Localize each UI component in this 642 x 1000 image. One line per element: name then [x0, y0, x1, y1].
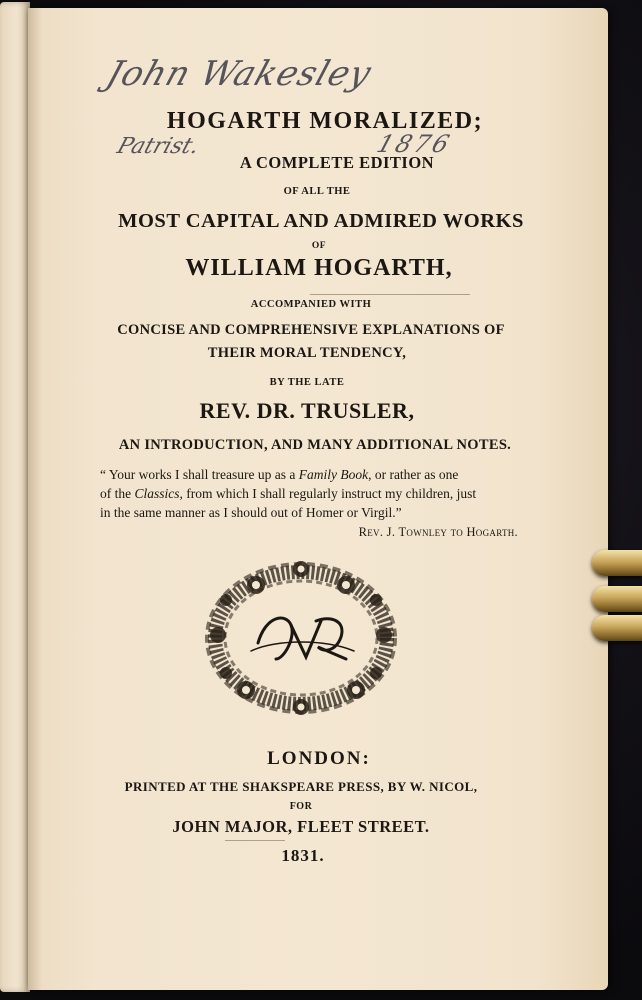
- imprint-city: LONDON:: [267, 748, 371, 769]
- floral-wreath-emblem: [196, 555, 406, 720]
- epigraph-quote: [100, 465, 520, 522]
- signature-year: 1876: [373, 130, 456, 158]
- imprint-for: FOR: [289, 801, 313, 812]
- imprint-publisher: JOHN MAJOR, FLEET STREET.: [172, 817, 430, 836]
- artist-name: WILLIAM HOGARTH,: [185, 255, 453, 281]
- imprint-printer: PRINTED AT THE SHAKSPEARE PRESS, BY W. NICOL,: [124, 779, 478, 794]
- publisher-underline: [225, 840, 285, 841]
- by-the-late-line: BY THE LATE: [269, 377, 345, 388]
- author-name: REV. DR. TRUSLER,: [199, 398, 415, 423]
- quote-line-2: of the Classics, from which I shall regularly instruct my children, just: [100, 486, 477, 501]
- owner-signature: John Wakesley: [101, 54, 377, 94]
- gilt-clasp-middle: [592, 586, 642, 612]
- artist-underline: [310, 294, 470, 295]
- explanations-line-1: CONCISE AND COMPREHENSIVE EXPLANATIONS OF: [117, 322, 505, 338]
- signature-place: Patrist.: [113, 134, 203, 159]
- introduction-line: AN INTRODUCTION, AND MANY ADDITIONAL NOTES.: [118, 437, 512, 453]
- imprint-year: 1831.: [281, 846, 325, 865]
- accompanied-line: ACCOMPANIED WITH: [250, 299, 372, 310]
- gilt-clasp-bottom: [592, 615, 642, 641]
- quote-attribution: Rev. J. Townley to Hogarth.: [358, 525, 518, 539]
- quote-line-3: in the same manner as I should out of Homer or Virgil.”: [100, 505, 402, 520]
- explanations-line-2: THEIR MORAL TENDENCY,: [207, 345, 407, 361]
- of-all-the-line: OF ALL THE: [283, 186, 351, 197]
- gilt-clasp-top: [592, 550, 642, 576]
- edition-line: A COMPLETE EDITION: [239, 153, 435, 172]
- preceding-page-edge: [0, 2, 30, 992]
- works-line: MOST CAPITAL AND ADMIRED WORKS: [118, 210, 524, 232]
- book-title: HOGARTH MORALIZED;: [166, 108, 484, 134]
- of-line: OF: [311, 241, 327, 251]
- quote-line-1: “ Your works I shall treasure up as a Family Book, or rather as one: [100, 467, 459, 482]
